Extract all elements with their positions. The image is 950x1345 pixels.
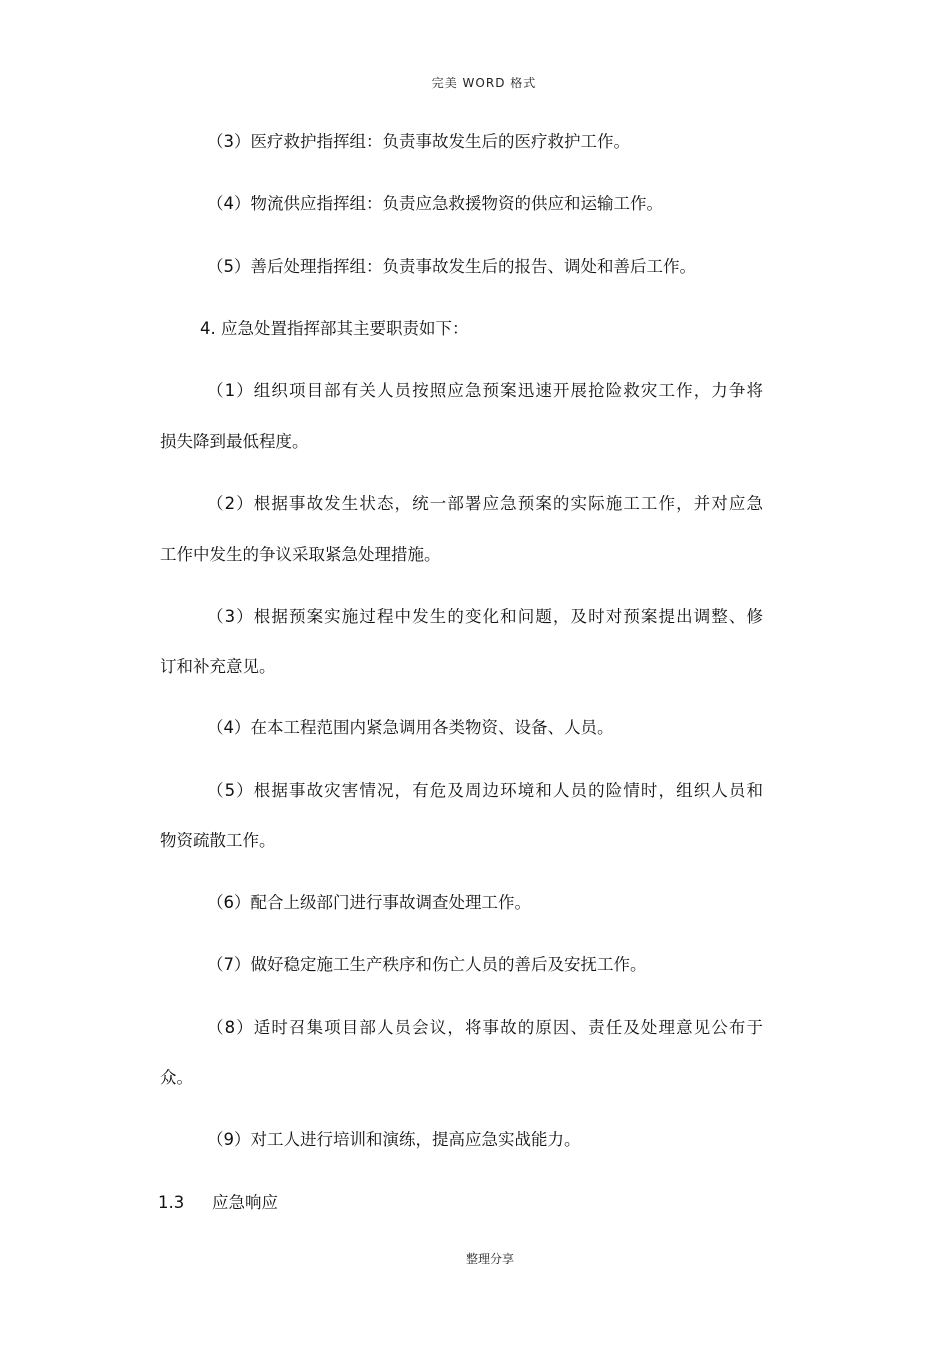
paragraph-line: 损失降到最低程度。 bbox=[160, 432, 309, 451]
page-footer: 整理分享 bbox=[465, 1252, 514, 1266]
subheading-line: 4. 应急处置指挥部其主要职责如下： bbox=[200, 319, 469, 338]
paragraph-line: （5）根据事故灾害情况，有危及周边环境和人员的险情时，组织人员和 bbox=[207, 781, 763, 800]
paragraph-line: 工作中发生的争议采取紧急处理措施。 bbox=[160, 545, 441, 564]
paragraph-line: （5）善后处理指挥组：负责事故发生后的报告、调处和善后工作。 bbox=[207, 257, 696, 276]
paragraph-line: （1）组织项目部有关人员按照应急预案迅速开展抢险救灾工作，力争将 bbox=[207, 381, 763, 400]
paragraph-line: （3）根据预案实施过程中发生的变化和问题，及时对预案提出调整、修 bbox=[207, 607, 763, 626]
paragraph-line: （2）根据事故发生状态，统一部署应急预案的实际施工工作，并对应急 bbox=[207, 494, 763, 513]
page-header: 完美 WORD 格式 bbox=[431, 76, 537, 90]
section-title: 应急响应 bbox=[212, 1193, 278, 1212]
paragraph-line: 订和补充意见。 bbox=[160, 657, 276, 676]
paragraph-line: （9）对工人进行培训和演练，提高应急实战能力。 bbox=[207, 1130, 581, 1149]
section-number: 1.3 bbox=[158, 1193, 185, 1212]
paragraph-line: （4）物流供应指挥组：负责应急救援物资的供应和运输工作。 bbox=[207, 194, 663, 213]
paragraph-line: （6）配合上级部门进行事故调查处理工作。 bbox=[207, 893, 531, 912]
paragraph-line: （4）在本工程范围内紧急调用各类物资、设备、人员。 bbox=[207, 718, 614, 737]
paragraph-line: （8）适时召集项目部人员会议，将事故的原因、责任及处理意见公布于 bbox=[207, 1018, 763, 1037]
paragraph-line: 物资疏散工作。 bbox=[160, 831, 276, 850]
paragraph-line: （7）做好稳定施工生产秩序和伤亡人员的善后及安抚工作。 bbox=[207, 955, 647, 974]
paragraph-line: 众。 bbox=[160, 1068, 193, 1087]
paragraph-line: （3）医疗救护指挥组：负责事故发生后的医疗救护工作。 bbox=[207, 132, 630, 151]
